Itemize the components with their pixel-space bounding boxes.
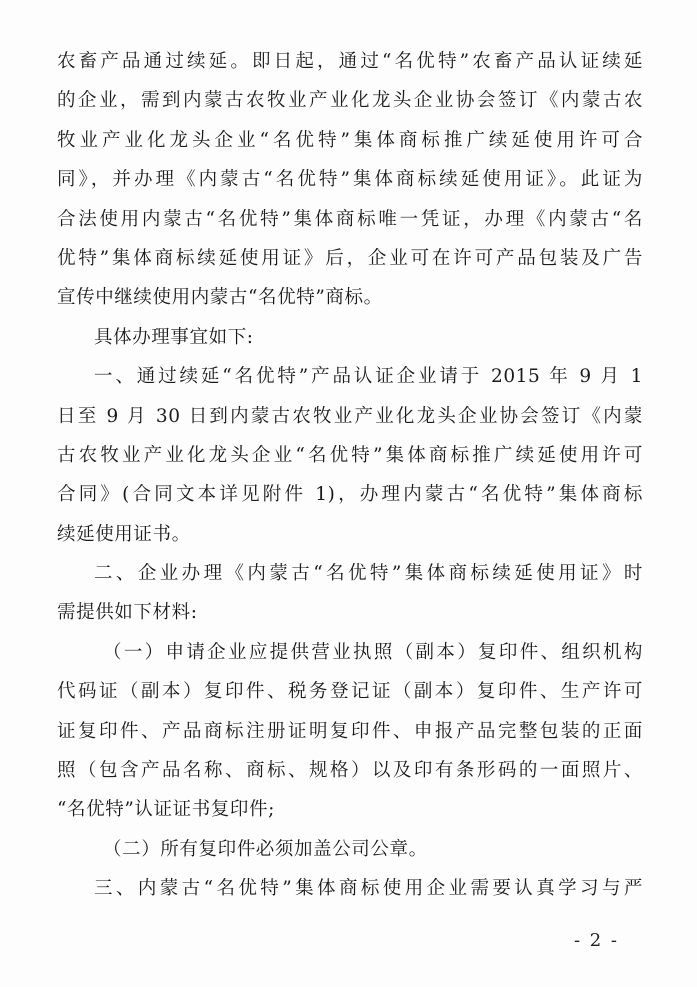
text-line: 古农牧业产业化龙头企业“名优特”集体商标推广续延使用许可 [57,444,643,466]
text-line: 的企业，需到内蒙古农牧业产业化龙头企业协会签订《内蒙古农 [57,90,643,112]
page-number: - 2 - [573,930,619,951]
text-line: 同》，并办理《内蒙古“名优特”集体商标续延使用证》。此证为 [57,169,643,191]
text-line: 照（包含产品名称、商标、规格）以及印有条形码的一面照片、 [57,760,643,782]
text-line: “名优特”认证证书复印件; [57,799,275,821]
text-line: 优特”集体商标续延使用证》后，企业可在许可产品包装及广告 [57,247,643,269]
text-line: 合法使用内蒙古“名优特”集体商标唯一凭证，办理《内蒙古“名 [57,208,643,230]
text-line: 一、通过续延“名优特”产品认证企业请于 2015 年 9 月 1 [94,366,643,388]
text-line: 日至 9 月 30 日到内蒙古农牧业产业化龙头企业协会签订《内蒙 [57,405,643,427]
text-line: 代码证（副本）复印件、税务登记证（副本）复印件、生产许可 [57,681,643,703]
text-line: 二、企业办理《内蒙古“名优特”集体商标续延使用证》时 [94,563,643,585]
text-line: 农畜产品通过续延。即日起，通过“名优特”农畜产品认证续延 [57,51,643,72]
text-line: （一）申请企业应提供营业执照（副本）复印件、组织机构 [103,641,643,663]
text-line: 证复印件、产品商标注册证明复印件、申报产品完整包装的正面 [57,720,643,742]
text-line: 需提供如下材料: [57,602,198,624]
text-line: 续延使用证书。 [57,523,191,545]
text-line: 宣传中继续使用内蒙古“名优特”商标。 [57,287,383,309]
section-intro: 具体办理事宜如下: [94,326,254,348]
body-text [57,42,643,909]
text-line: （二）所有复印件必须加盖公司公章。 [103,838,428,860]
text-line: 三、内蒙古“名优特”集体商标使用企业需要认真学习与严 [94,878,643,900]
text-line: 合同》(合同文本详见附件 1)，办理内蒙古“名优特”集体商标 [57,484,643,506]
text-line: 牧业产业化龙头企业“名优特”集体商标推广续延使用许可合 [57,129,643,151]
